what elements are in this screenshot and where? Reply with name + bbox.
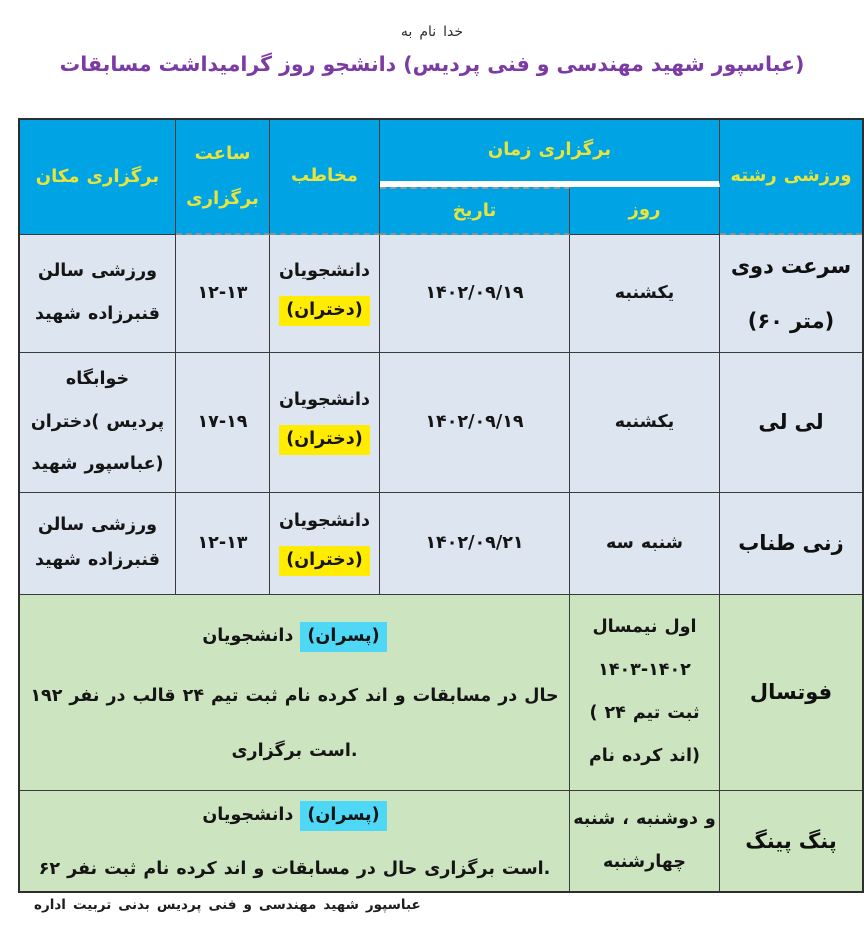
- cell-day: یکشنبه: [570, 353, 720, 493]
- cell-sport: دوی سرعت (۶۰ متر): [720, 235, 862, 353]
- col-header-date: تاریخ: [380, 187, 570, 235]
- cell-sport: لی لی: [720, 353, 862, 493]
- cell-date: ۱۴۰۲/۰۹/۱۹: [380, 235, 570, 353]
- col-header-audience: مخاطب: [270, 120, 380, 235]
- footer-text: اداره تربیت بدنی پردیس فنی و مهندسی شهید عباسپور: [34, 897, 421, 913]
- col-header-location: مکان برگزاری: [20, 120, 176, 235]
- cell-location: خوابگاه دختران( پردیس شهید عباسپور): [20, 353, 176, 493]
- cell-sport: طناب زنی: [720, 493, 862, 595]
- cell-time: ۱۲-۱۳: [176, 235, 270, 353]
- bismillah-text: به نام خدا: [400, 24, 464, 40]
- col-header-datetime-group: زمان برگزاری: [380, 120, 720, 187]
- cell-sport: پینگ پنگ: [720, 791, 862, 891]
- cell-day: یکشنبه: [570, 235, 720, 353]
- col-header-day: روز: [570, 187, 720, 235]
- cell-location: سالن ورزشی شهید قنبرزاده: [20, 493, 176, 595]
- cell-day: شنبه ، دوشنبه و چهارشنبه: [570, 791, 720, 891]
- cell-day: سه شنبه: [570, 493, 720, 595]
- schedule-table: [18, 118, 864, 893]
- col-header-sport: رشته ورزشی: [720, 120, 862, 235]
- cell-time: ۱۲-۱۳: [176, 493, 270, 595]
- cell-location: سالن ورزشی شهید قنبرزاده: [20, 235, 176, 353]
- cell-audience: دانشجویان (دختران): [270, 493, 380, 595]
- cell-audience: دانشجویان (دختران): [270, 353, 380, 493]
- col-header-time: ساعت برگزاری: [176, 120, 270, 235]
- cell-info: دانشجویان (پسران) ۱۹۲ نفر در قالب ۲۴ تیم ثبت نام کرده اند و مسابقات در حال برگزاری است.: [20, 595, 570, 791]
- cell-day: نیمسال اول ۱۴۰۳-۱۴۰۲ ( ۲۴ تیم ثبت نام کرده اند): [570, 595, 720, 791]
- page-title: مسابقات گرامیداشت روز دانشجو (پردیس فنی و مهندسی شهید عباسپور): [59, 52, 805, 76]
- cell-audience: دانشجویان (دختران): [270, 235, 380, 353]
- cell-date: ۱۴۰۲/۰۹/۲۱: [380, 493, 570, 595]
- cell-date: ۱۴۰۲/۰۹/۱۹: [380, 353, 570, 493]
- cell-time: ۱۷-۱۹: [176, 353, 270, 493]
- cell-sport: فوتسال: [720, 595, 862, 791]
- cell-info: دانشجویان (پسران) ۶۲ نفر ثبت نام کرده اند و مسابقات در حال برگزاری است.: [20, 791, 570, 891]
